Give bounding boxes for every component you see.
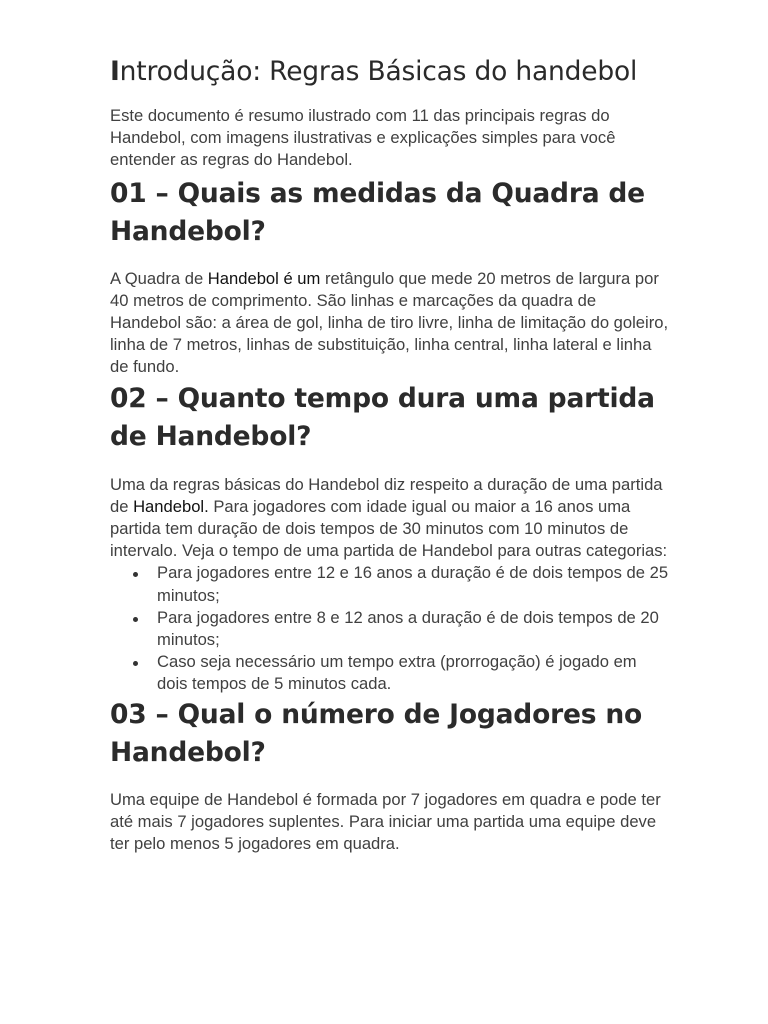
section-1-highlight: Handebol é um <box>207 268 321 288</box>
section-3-heading: 03 – Qual o número de Jogadores no Handebol? <box>110 698 642 768</box>
section-1-paragraph <box>110 268 670 379</box>
list-item <box>110 562 670 606</box>
document-title <box>110 52 670 92</box>
section-2-text-before: Uma da regras básicas do Handebol diz respeito a duração de uma partida de <box>110 474 663 516</box>
section-2-text-after: Para jogadores com idade igual ou maior a 16 anos uma partida tem duração de dois tempos de 30 minutos com 10 minutos de intervalo. Veja o tempo de uma partida de Handebol para outras categorias: <box>110 496 668 561</box>
intro-paragraph: Este documento é resumo ilustrado com 11 das principais regras do Handebol, com imagens ilustrativas e explicações simples para você entender as regras do Handebol. <box>110 106 616 170</box>
section-2-highlight: Handebol. <box>133 496 209 516</box>
list-item-text: Para jogadores entre 8 e 12 anos a duração é de dois tempos de 20 minutos; <box>157 607 659 650</box>
bullet-icon <box>133 572 138 577</box>
list-item <box>110 651 670 695</box>
list-item <box>110 607 670 651</box>
section-3-paragraph: Uma equipe de Handebol é formada por 7 jogadores em quadra e pode ter até mais 7 jogadores suplentes. Para iniciar uma partida uma equipe deve ter pelo menos 5 jogadores em quadra. <box>110 789 661 854</box>
section-1-text-before: A Quadra de <box>110 268 208 288</box>
bullet-icon <box>133 661 138 666</box>
section-2-heading: 02 – Quanto tempo dura uma partida de Handebol? <box>110 382 655 452</box>
title-initial: I <box>110 56 120 87</box>
bullet-icon <box>133 617 138 622</box>
section-1-text-after: retângulo que mede 20 metros de largura por 40 metros de comprimento. São linhas e marcações da quadra de Handebol são: a área de gol, linha de tiro livre, linha de limitação do goleiro, linha de 7 metros, linhas de substituição, linha central, linha lateral e linha de fundo. <box>110 268 669 377</box>
document-page <box>110 52 670 855</box>
section-1-heading: 01 – Quais as medidas da Quadra de Handebol? <box>110 177 645 247</box>
title-text: ntrodução: Regras Básicas do handebol <box>119 56 638 87</box>
list-item-text: Para jogadores entre 12 e 16 anos a duração é de dois tempos de 25 minutos; <box>157 563 669 605</box>
list-item-text: Caso seja necessário um tempo extra (prorrogação) é jogado em dois tempos de 5 minutos cada. <box>157 652 637 694</box>
section-2-paragraph <box>110 474 670 563</box>
duration-bullet-list <box>110 562 670 695</box>
